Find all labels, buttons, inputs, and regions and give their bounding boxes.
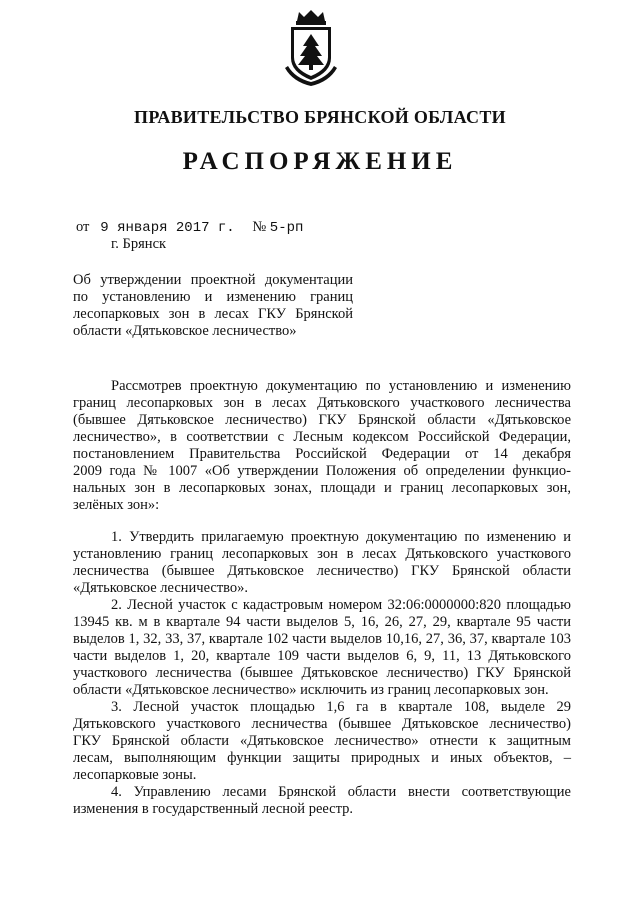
item-line: части выделов 1, 20, квартале 109 части выделов 6, 9, 11, 13 Дятьковского: [73, 648, 571, 664]
preamble-line: постановлением Правительства Российской Федерации от 14 декабря: [73, 446, 571, 462]
order-item-2: [73, 597, 571, 699]
item-line: 4. Управлению лесами Брянской области внести соответствующие: [111, 784, 571, 800]
date-prefix: от: [76, 219, 90, 235]
order-item-3: [73, 699, 571, 784]
preamble-line: лесничество», в соответствии с Лесным кодексом Российской Федерации,: [73, 429, 571, 445]
item-line: участкового лесничества (бывшее Дятьковское лесничество) ГКУ Брянской: [73, 665, 571, 681]
preamble: [73, 378, 571, 514]
subject-line: лесопарковых зон в лесах ГКУ Брянской: [73, 306, 353, 322]
item-line: лесничества (бывшее Дятьковское лесничество) ГКУ Брянской области: [73, 563, 571, 579]
preamble-line: Рассмотрев проектную документацию по установлению и изменению: [111, 378, 571, 394]
subject-line: по установлению и изменению границ: [73, 289, 353, 305]
item-line: лесопарковые зоны.: [73, 767, 197, 783]
item-line: 2. Лесной участок с кадастровым номером 32:06:0000000:820 площадью: [111, 597, 571, 613]
item-line: ГКУ Брянской области «Дятьковское лесничество» отнести к защитным: [73, 733, 571, 749]
number-prefix: №: [252, 219, 267, 235]
preamble-line: 2009 года № 1007 «Об утверждении Положения об определении функцио-: [73, 463, 571, 479]
government-title: ПРАВИТЕЛЬСТВО БРЯНСКОЙ ОБЛАСТИ: [134, 107, 506, 127]
subject-line: Об утверждении проектной документации: [73, 272, 353, 288]
document-subject: [73, 272, 353, 340]
order-item-1: [73, 529, 571, 597]
item-line: 3. Лесной участок площадью 1,6 га в квартале 108, выделе 29: [111, 699, 571, 715]
preamble-line: зелёных зон»:: [73, 497, 160, 513]
subject-line: области «Дятьковское лесничество»: [73, 323, 297, 339]
item-line: выделов 1, 32, 33, 37, квартале 102 части выделов 10,16, 27, 36, 37, квартале 103: [73, 631, 571, 647]
item-line: изменения в государственный лесной реестр.: [73, 801, 354, 817]
preamble-line: нальных зон в лесопарковых зонах, площади и границ лесопарковых зон,: [73, 480, 571, 496]
document-type: РАСПОРЯЖЕНИЕ: [182, 148, 458, 175]
document-date: 9 января 2017 г.: [100, 220, 235, 236]
item-line: 13945 кв. м в квартале 94 части выделов 5, 16, 26, 27, 29, квартале 95 части: [73, 614, 571, 630]
item-line: лесам, выполняющим функции защиты природных и иных объектов, –: [73, 750, 571, 766]
item-line: Дятьковского участкового лесничества (бывшее Дятьковское лесничество): [73, 716, 571, 732]
item-line: установлению границ лесопарковых зон в лесах Дятьковского участкового: [73, 546, 571, 562]
item-line: области «Дятьковское лесничество» исключить из границ лесопарковых зон.: [73, 682, 549, 698]
bryansk-coat-of-arms-icon: [281, 8, 341, 88]
preamble-line: границ лесопарковых зон в лесах Дятьковского участкового лесничества: [73, 395, 571, 411]
preamble-line: (бывшее Дятьковское лесничество) ГКУ Брянской области «Дятьковское: [73, 412, 571, 428]
date-number-line: [76, 219, 303, 236]
document-number: 5-рп: [269, 220, 304, 236]
order-item-4: [73, 784, 571, 818]
item-line: 1. Утвердить прилагаемую проектную документацию по изменению и: [111, 529, 571, 545]
order-items: [73, 529, 571, 818]
document-city: г. Брянск: [111, 236, 167, 252]
item-line: «Дятьковское лесничество».: [73, 580, 249, 596]
